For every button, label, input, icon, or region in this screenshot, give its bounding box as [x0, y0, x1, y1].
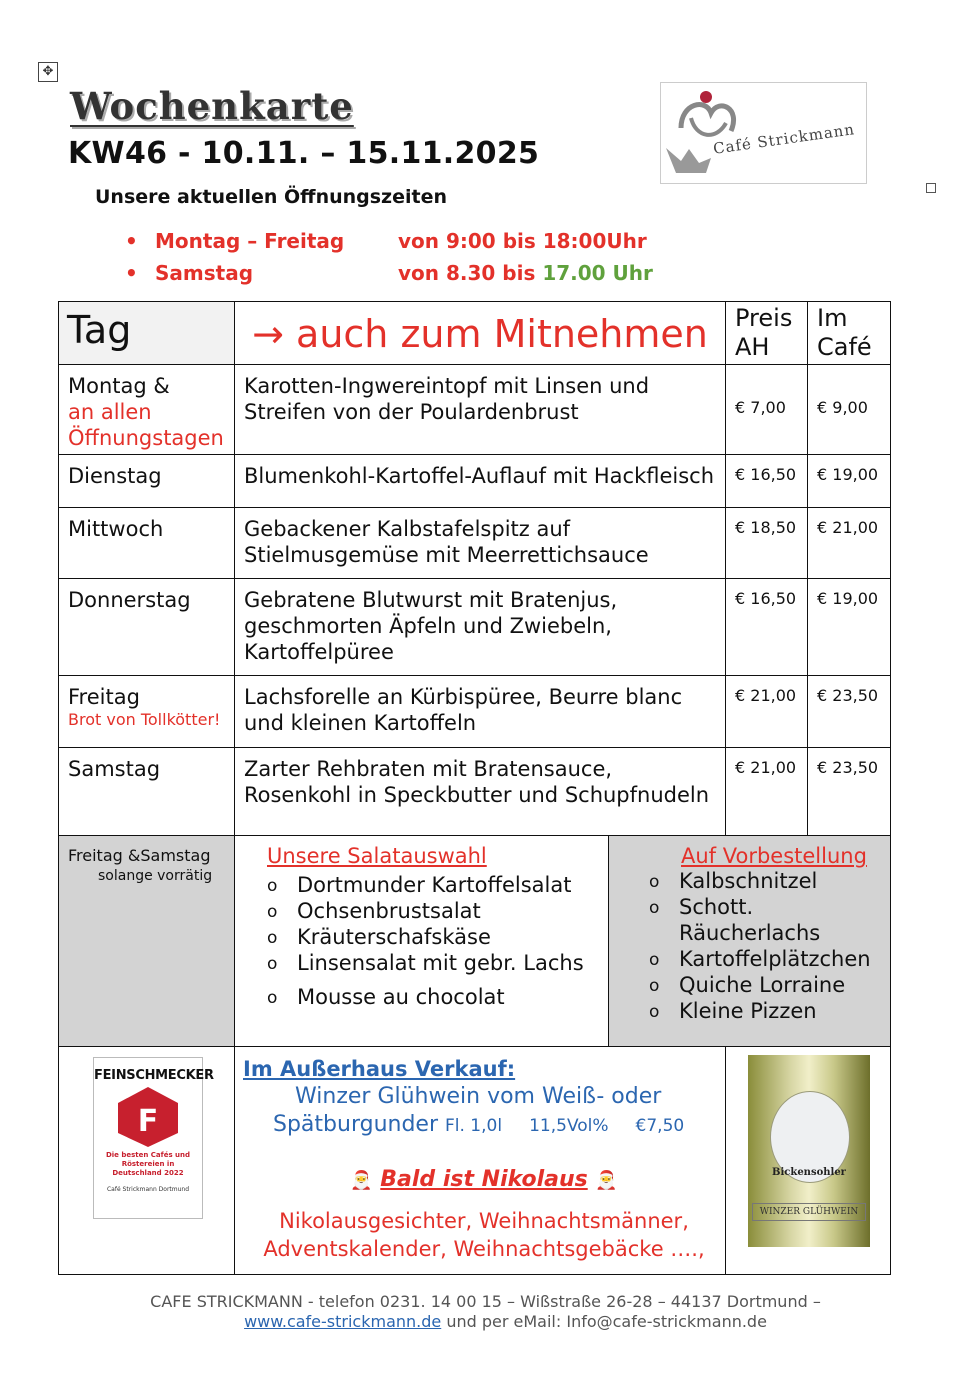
nikolaus-heading: Bald ist Nikolaus [380, 1167, 588, 1192]
header-day: Tag [67, 308, 132, 352]
row-day-note: an allen Öffnungstagen [68, 400, 224, 450]
row-price-ah: € 21,00 [735, 758, 797, 777]
menu-table [58, 301, 891, 1275]
badge-letter: F [137, 1104, 159, 1139]
bullet-icon: • [125, 229, 138, 253]
header-takeaway: → auch zum Mitnehmen [252, 312, 708, 356]
hours-days: Montag – Freitag [155, 229, 345, 253]
hours-row-saturday [125, 261, 653, 285]
wine-line-2: Spätburgunder [273, 1112, 438, 1137]
list-item: o Kalbschnitzel [645, 868, 890, 894]
hours-time-green: 17.00 Uhr [542, 261, 653, 285]
website-link[interactable]: www.cafe-strickmann.de [244, 1312, 442, 1331]
list-item: o Mousse au chocolat [263, 984, 608, 1010]
hours-time: von 9:00 bis 18:00Uhr [398, 229, 647, 253]
row-day-note: Brot von Tollkötter! [68, 710, 221, 729]
row-price-ah: € 21,00 [735, 686, 797, 705]
badge-name: Café Strickmann Dortmund [106, 1186, 190, 1193]
list-item: o Ochsenbrustsalat [263, 898, 608, 924]
salad-title: Unsere Salatauswahl [267, 844, 487, 868]
hours-days: Samstag [155, 261, 254, 285]
row-dish: Gebackener Kalbstafelspitz auf Stielmusgemüse mit Meerrettichsauce [244, 517, 649, 567]
table-row [59, 676, 891, 748]
list-item: o Dortmunder Kartoffelsalat [263, 872, 608, 898]
row-day: Dienstag [68, 464, 162, 488]
wine-bottle-image [748, 1055, 870, 1247]
row-price-cafe: € 19,00 [817, 465, 879, 484]
week-label: KW46 - 10.11. – 15.11.2025 [68, 136, 540, 171]
table-header-row [59, 302, 891, 365]
extras-day: Freitag &Samstag [68, 846, 211, 865]
list-item: o Kräuterschafskäse [263, 924, 608, 950]
row-dish: Zarter Rehbraten mit Bratensauce, Rosenkohl in Speckbutter und Schupfnudeln [244, 757, 710, 807]
table-row [59, 508, 891, 579]
list-item: o Linsensalat mit gebr. Lachs [263, 950, 608, 976]
bottle-label: WINZER GLÜHWEIN [752, 1203, 866, 1221]
logo-text: Café Strickmann [712, 120, 856, 158]
row-price-ah: € 7,00 [735, 398, 786, 417]
list-item: o Quiche Lorraine [645, 972, 890, 998]
footer-line-2 [20, 1312, 971, 1331]
preorder-section [609, 836, 890, 1046]
feinschmecker-badge [93, 1057, 214, 1219]
bullet-icon: • [125, 261, 138, 285]
page-title: Wochenkarte [70, 84, 354, 128]
list-item: o Kartoffelplätzchen [645, 946, 890, 972]
promo-heading: Im Außerhaus Verkauf: [243, 1057, 516, 1081]
salad-section [235, 836, 609, 1046]
badge-title: FEINSCHMECKER [94, 1068, 214, 1083]
footer-line-1: CAFE STRICKMANN - telefon 0231. 14 00 15 – Wißstraße 26-28 – 44137 Dortmund – [150, 1292, 821, 1311]
table-row [59, 748, 891, 836]
row-price-ah: € 16,50 [735, 465, 797, 484]
row-price-cafe: € 9,00 [817, 398, 868, 417]
list-item: o Schott. Räucherlachs [645, 894, 809, 946]
footer-email: und per eMail: Info@cafe-strickmann.de [441, 1312, 767, 1331]
santa-icon: 🎅 [595, 1170, 618, 1191]
row-dish: Blumenkohl-Kartoffel-Auflauf mit Hackfleisch [244, 464, 715, 488]
promo-row [59, 1047, 891, 1275]
row-day: Samstag [68, 757, 161, 781]
preorder-list [645, 868, 890, 1024]
table-move-handle-icon[interactable]: ✥ [38, 62, 58, 82]
preorder-title: Auf Vorbestellung [681, 844, 867, 868]
header-price-ah: Preis AH [735, 304, 793, 361]
row-day: Donnerstag [68, 588, 191, 612]
table-row [59, 455, 891, 508]
nikolaus-items-1: Nikolausgesichter, Weihnachtsmänner, [279, 1209, 689, 1233]
table-row [59, 365, 891, 455]
table-row [59, 579, 891, 676]
row-price-cafe: € 21,00 [817, 518, 879, 537]
extras-row [59, 836, 891, 1047]
row-dish: Gebratene Blutwurst mit Bratenjus, geschmorten Äpfeln und Zwiebeln, Kartoffelpüree [244, 588, 618, 664]
row-price-cafe: € 23,50 [817, 758, 879, 777]
salad-list [263, 872, 608, 1010]
row-price-ah: € 18,50 [735, 518, 797, 537]
image-resize-handle-icon[interactable] [926, 183, 936, 193]
hours-time: von 8.30 bis [398, 261, 543, 285]
row-day: Mittwoch [68, 517, 164, 541]
row-price-ah: € 16,50 [735, 589, 797, 608]
extras-note: solange vorrätig [98, 868, 213, 884]
badge-caption: Die besten Cafés und Röstereien in Deutschland 2022 [105, 1151, 191, 1177]
header-price-cafe: Im Café [817, 304, 872, 361]
santa-icon: 🎅 [350, 1170, 373, 1191]
hours-row-weekdays [125, 229, 647, 253]
row-price-cafe: € 23,50 [817, 686, 879, 705]
bottle-brand: Bickensohler [772, 1167, 846, 1178]
row-dish: Lachsforelle an Kürbispüree, Beurre blanc und kleinen Kartoffeln [244, 685, 683, 735]
row-day: Freitag [68, 685, 140, 709]
row-price-cafe: € 19,00 [817, 589, 879, 608]
nikolaus-items-2: Adventskalender, Weihnachtsgebäcke …., [263, 1237, 705, 1261]
wine-details: Fl. 1,0l 11,5Vol% €7,50 [445, 1116, 685, 1136]
hours-heading: Unsere aktuellen Öffnungszeiten [95, 186, 448, 208]
row-dish: Karotten-Ingwereintopf mit Linsen und Streifen von der Poulardenbrust [244, 374, 650, 424]
wine-line-1: Winzer Glühwein vom Weiß- oder [295, 1084, 662, 1109]
row-day: Montag & [68, 374, 170, 398]
list-item: o Kleine Pizzen [645, 998, 890, 1024]
